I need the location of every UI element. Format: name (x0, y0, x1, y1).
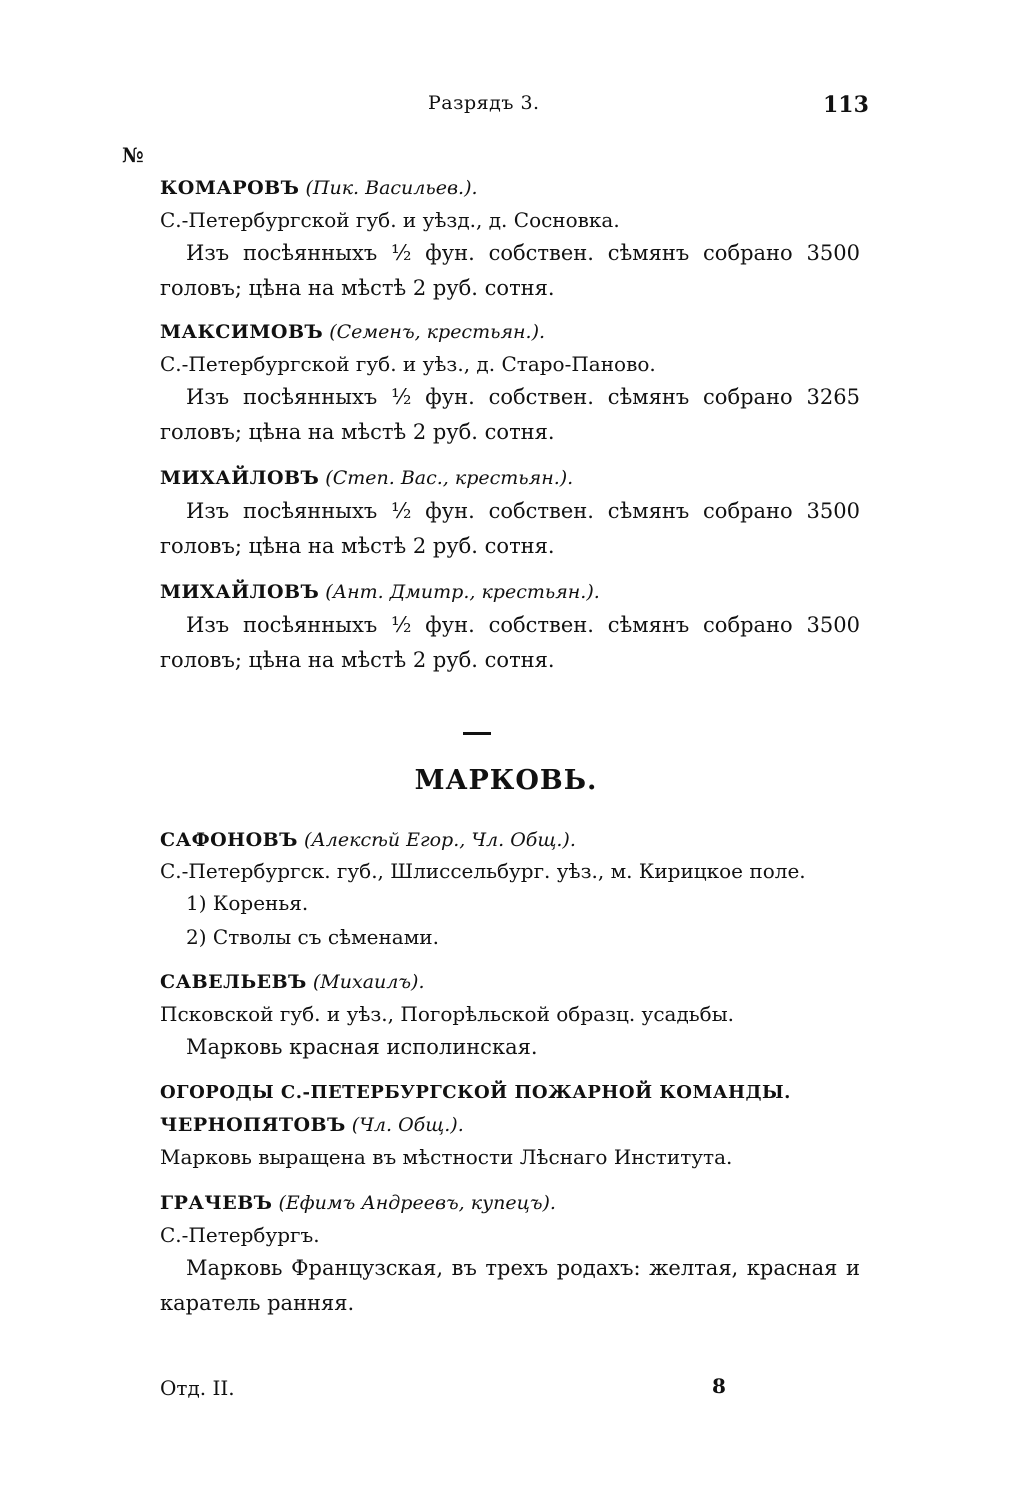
exhibitor-surname: САФОНОВЪ (160, 829, 298, 851)
entry-safonov (160, 824, 860, 954)
entry-name-line (160, 1187, 860, 1219)
entry-name-line (160, 316, 860, 348)
entry-name-line (160, 1109, 860, 1141)
exhibitor-surname: МИХАЙЛОВЪ (160, 467, 320, 489)
exhibitor-surname: САВЕЛЬЕВЪ (160, 971, 307, 993)
entry-name-line (160, 462, 860, 494)
exhibit-item: 1) Коренья. (186, 891, 309, 915)
exhibitor-place: С.-Петербургской губ. и уѣз., д. Старо-Паново. (160, 352, 656, 376)
exhibitor-place: Псковской губ. и уѣз., Погорѣльской образц. усадьбы. (160, 1002, 734, 1026)
exhibitor-place: С.-Петербургъ. (160, 1223, 320, 1247)
exhibit-description: Марковь выращена въ мѣстности Лѣснаго Института. (160, 1145, 733, 1169)
entry-saveliev (160, 966, 860, 1065)
running-header: Разрядъ 3. (428, 92, 540, 114)
exhibit-description: Изъ посѣянныхъ ½ фун. собствен. сѣмянъ собрано 3500 головъ; цѣна на мѣстѣ 2 руб. сотня. (160, 241, 860, 300)
entries-top (160, 172, 860, 678)
exhibitor-place: С.-Петербургск. губ., Шлиссельбург. уѣз., м. Кирицкое поле. (160, 859, 806, 883)
entry-name-line (160, 172, 860, 204)
page-number: 113 (823, 92, 869, 118)
exhibit-description: Изъ посѣянныхъ ½ фун. собствен. сѣмянъ собрано 3500 головъ; цѣна на мѣстѣ 2 руб. сотня. (160, 499, 860, 558)
entries-bottom (160, 824, 860, 1321)
exhibit-item: 2) Стволы съ сѣменами. (186, 925, 439, 949)
institution-heading: ОГОРОДЫ С.-ПЕТЕРБУРГСКОЙ ПОЖАРНОЙ КОМАНДЫ. (160, 1082, 791, 1103)
exhibit-description: Марковь Французская, въ трехъ родахъ: желтая, красная и каратель ранняя. (160, 1256, 860, 1315)
entry-name-line (160, 824, 860, 856)
exhibitor-details: (Чл. Общ.). (351, 1114, 464, 1136)
number-sign: № (122, 143, 144, 167)
entry-ogorody (160, 1077, 860, 1173)
entry-maksimov (160, 316, 860, 450)
exhibitor-details: (Семенъ, крестьян.). (329, 321, 546, 343)
exhibitor-surname: МИХАЙЛОВЪ (160, 581, 320, 603)
exhibit-description: Марковь красная исполинская. (186, 1035, 538, 1059)
entry-mikhailov-2 (160, 576, 860, 678)
entry-name-line (160, 966, 860, 998)
entry-name-line (160, 576, 860, 608)
exhibit-description: Изъ посѣянныхъ ½ фун. собствен. сѣмянъ собрано 3265 головъ; цѣна на мѣстѣ 2 руб. сотня. (160, 385, 860, 444)
section-divider (463, 732, 491, 735)
exhibitor-details: (Пик. Васильев.). (305, 177, 478, 199)
exhibitor-details: (Степ. Вас., крестьян.). (325, 467, 574, 489)
exhibitor-surname: КОМАРОВЪ (160, 177, 300, 199)
exhibitor-details: (Алексѣй Егор., Чл. Общ.). (303, 829, 576, 851)
exhibitor-surname: ГРАЧЕВЪ (160, 1192, 273, 1214)
entry-mikhailov-1 (160, 462, 860, 564)
entry-komarov (160, 172, 860, 306)
exhibit-description: Изъ посѣянныхъ ½ фун. собствен. сѣмянъ собрано 3500 головъ; цѣна на мѣстѣ 2 руб. сотня. (160, 613, 860, 672)
exhibitor-details: (Ефимъ Андреевъ, купецъ). (278, 1192, 556, 1214)
exhibitor-surname: МАКСИМОВЪ (160, 321, 324, 343)
footer-section-mark: Отд. II. (160, 1376, 235, 1400)
signature-mark: 8 (712, 1374, 726, 1398)
entry-grachev (160, 1187, 860, 1321)
exhibitor-place: С.-Петербургской губ. и уѣзд., д. Сосновка. (160, 208, 620, 232)
section-title: МАРКОВЬ. (414, 765, 598, 796)
exhibitor-details: (Михаилъ). (312, 971, 425, 993)
exhibitor-details: (Ант. Дмитр., крестьян.). (325, 581, 600, 603)
exhibitor-surname: ЧЕРНОПЯТОВЪ (160, 1114, 346, 1136)
